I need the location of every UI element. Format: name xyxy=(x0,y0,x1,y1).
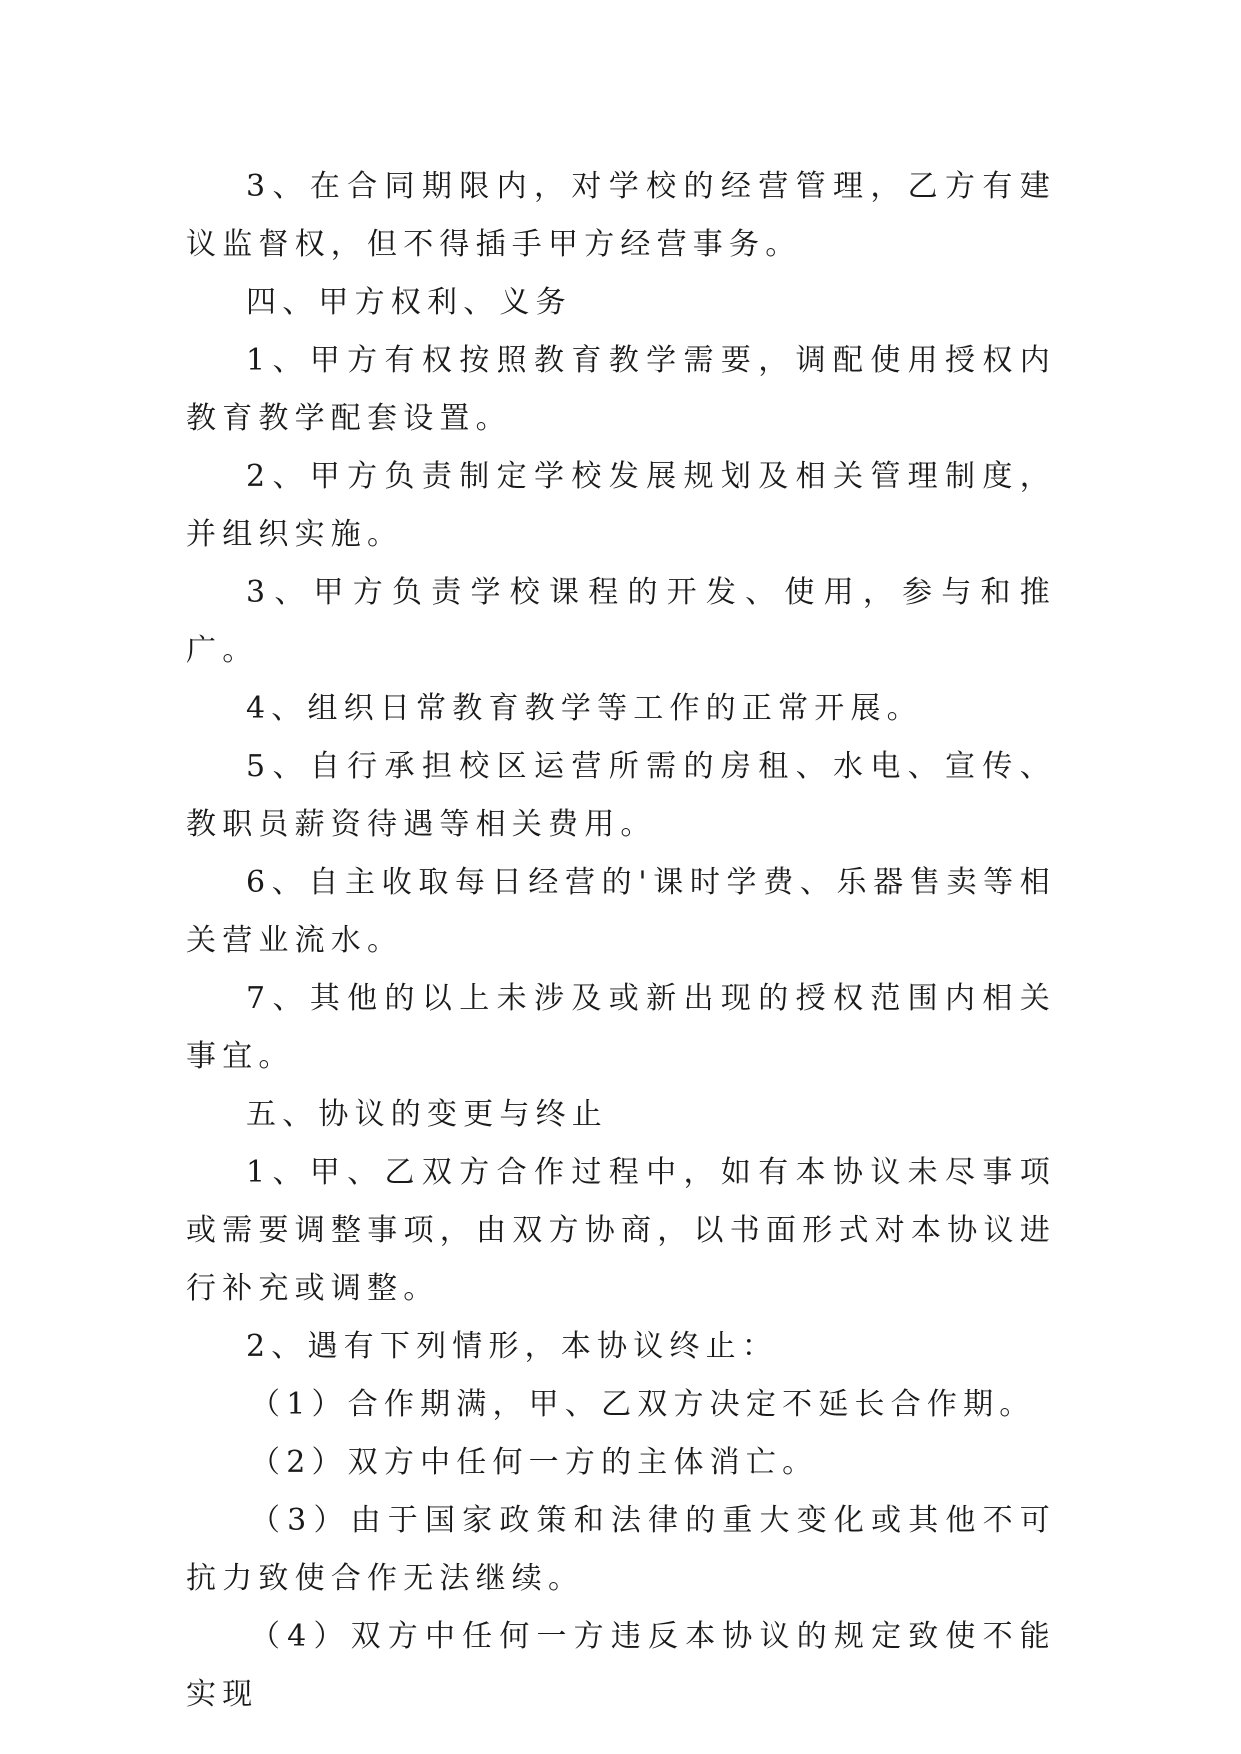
paragraph-clause-a4: 4、组织日常教育教学等工作的正常开展。 xyxy=(246,691,923,726)
paragraph-clause-a5: 5、自行承担校区运营所需的房租、水电、宣传、教职员薪资待遇等相关费用。 xyxy=(186,749,1056,842)
section-heading-change-termination: 五、协议的变更与终止 xyxy=(246,1097,608,1132)
paragraph-clause-a7: 7、其他的以上未涉及或新出现的授权范围内相关事宜。 xyxy=(186,981,1056,1074)
paragraph-clause-b1: 1、甲、乙双方合作过程中，如有本协议未尽事项或需要调整事项，由双方协商，以书面形式对本协议进行补充或调整。 xyxy=(186,1155,1056,1306)
paragraph-clause-a1: 1、甲方有权按照教育教学需要，调配使用授权内教育教学配套设置。 xyxy=(186,343,1056,436)
paragraph-clause-b2: 2、遇有下列情形，本协议终止： xyxy=(246,1329,779,1364)
section-heading-party-a-rights: 四、甲方权利、义务 xyxy=(246,285,572,320)
list-item-termination-2: （2）双方中任何一方的主体消亡。 xyxy=(250,1445,819,1480)
list-item-termination-1: （1）合作期满，甲、乙双方决定不延长合作期。 xyxy=(250,1387,1036,1422)
list-item-termination-3: （3）由于国家政策和法律的重大变化或其他不可抗力致使合作无法继续。 xyxy=(186,1503,1056,1596)
paragraph-clause-a6: 6、自主收取每日经营的'课时学费、乐器售卖等相关营业流水。 xyxy=(186,865,1056,958)
list-item-termination-4: （4）双方中任何一方违反本协议的规定致使不能实现 xyxy=(186,1619,1056,1712)
paragraph-clause-3-supervision: 3、在合同期限内，对学校的经营管理，乙方有建议监督权，但不得插手甲方经营事务。 xyxy=(186,169,1056,262)
document-body xyxy=(186,158,1056,1724)
paragraph-clause-a2: 2、甲方负责制定学校发展规划及相关管理制度，并组织实施。 xyxy=(186,459,1056,552)
paragraph-clause-a3: 3、甲方负责学校课程的开发、使用，参与和推广。 xyxy=(186,575,1056,668)
